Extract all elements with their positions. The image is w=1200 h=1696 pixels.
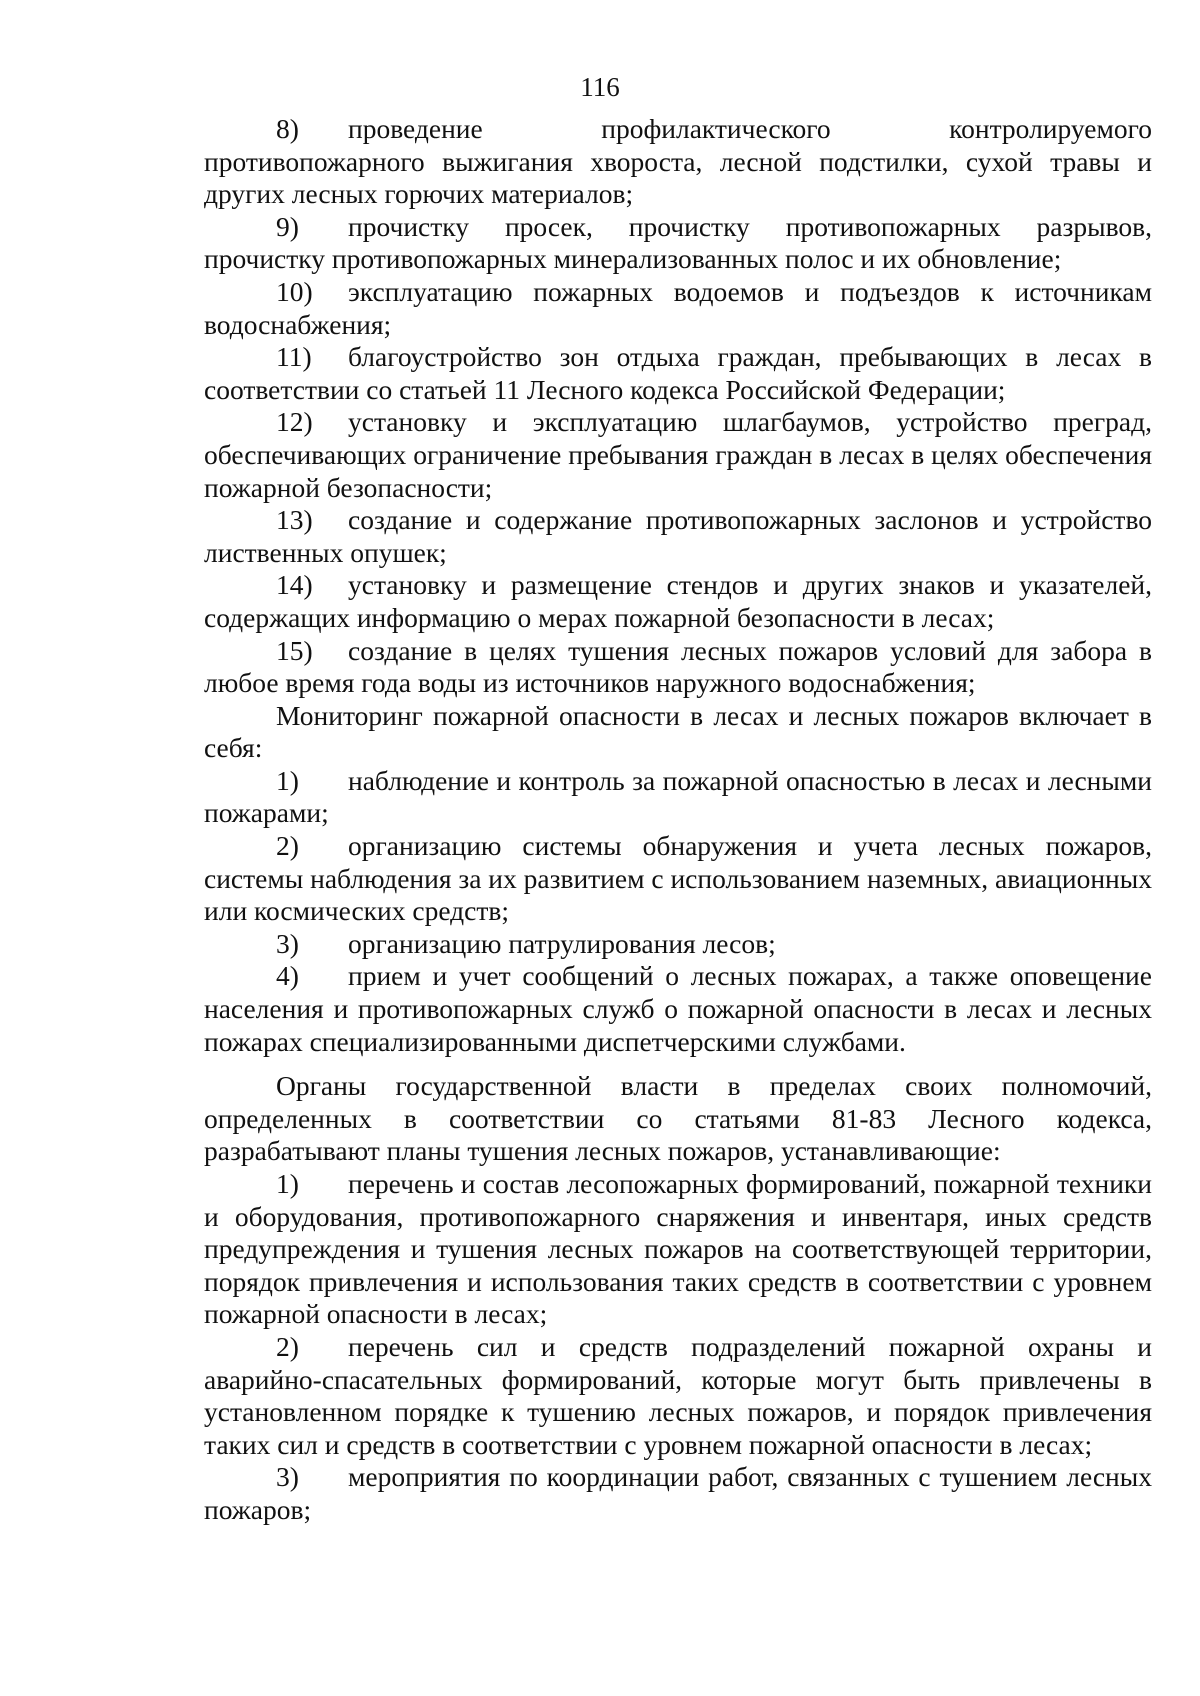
list-item	[204, 276, 1152, 341]
item-text: создание в целях тушения лесных пожаров условий для забора в любое время года воды из источников наружного водоснабжения;	[204, 634, 1152, 699]
item-text: организацию системы обнаружения и учета лесных пожаров, системы наблюдения за их развитием с использованием наземных, авиационных или космических средств;	[204, 830, 1152, 927]
item-number: 11)	[276, 341, 312, 373]
item-number: 4)	[276, 960, 299, 992]
list-item	[204, 1331, 1152, 1461]
item-text: прочистку просек, прочистку противопожарных разрывов, прочистку противопожарных минерализованных полос и их обновление;	[204, 210, 1152, 275]
item-text: установку и эксплуатацию шлагбаумов, устройство преград, обеспечивающих ограничение пребывания граждан в лесах в целях обеспечения пожарной безопасности;	[204, 406, 1152, 503]
list-item	[204, 1461, 1152, 1526]
body-text	[204, 113, 1152, 1527]
item-number: 12)	[276, 406, 313, 438]
item-text: создание и содержание противопожарных заслонов и устройство лиственных опушек;	[204, 504, 1152, 568]
item-text: установку и размещение стендов и других знаков и указателей, содержащих информацию о мерах пожарной безопасности в лесах;	[204, 569, 1152, 633]
paragraph-text: Органы государственной власти в пределах своих полномочий, определенных в соответствии со статьями 81-83 Лесного кодекса, разрабатывают планы тушения лесных пожаров, устанавливающие:	[204, 1070, 1152, 1167]
list-item	[204, 1168, 1152, 1331]
paragraph	[204, 1070, 1152, 1168]
item-number: 8)	[276, 113, 299, 144]
item-text: организацию патрулирования лесов;	[348, 927, 776, 959]
list-item	[204, 765, 1152, 830]
item-number: 1)	[276, 1168, 299, 1199]
item-number: 3)	[276, 1461, 299, 1493]
item-number: 2)	[276, 1330, 299, 1362]
paragraph-text: Мониторинг пожарной опасности в лесах и лесных пожаров включает в себя:	[204, 699, 1152, 764]
item-number: 13)	[276, 504, 313, 536]
item-text: эксплуатацию пожарных водоемов и подъездов к источникам водоснабжения;	[204, 275, 1152, 340]
item-number: 10)	[276, 275, 313, 307]
list-item	[204, 113, 1152, 211]
list-item	[204, 830, 1152, 928]
list-item	[204, 569, 1152, 634]
item-number: 2)	[276, 830, 299, 862]
item-text: перечень и состав лесопожарных формирований, пожарной техники и оборудования, противопожарного снаряжения и инвентаря, иных средств предупреждения и тушения лесных пожаров на соответствующей территории, порядок привлечения и использования таких средств в соответствии с уровнем пожарной опасности в лесах;	[204, 1168, 1152, 1330]
list-item	[204, 211, 1152, 276]
list-item	[204, 635, 1152, 700]
item-number: 1)	[276, 764, 299, 796]
paragraph-gap	[204, 1058, 1152, 1070]
item-text: перечень сил и средств подразделений пожарной охраны и аварийно-спасательных формирований, которые могут быть привлечены в установленном порядке к тушению лесных пожаров, и порядок привлечения таких сил и средств в соответствии с уровнем пожарной опасности в лесах;	[204, 1330, 1152, 1460]
list-item	[204, 406, 1152, 504]
item-number: 14)	[276, 569, 313, 601]
item-text: наблюдение и контроль за пожарной опасностью в лесах и лесными пожарами;	[204, 764, 1152, 829]
item-text: благоустройство зон отдыха граждан, пребывающих в лесах в соответствии со статьей 11 Лесного кодекса Российской Федерации;	[204, 341, 1152, 405]
list-item	[204, 928, 1152, 961]
item-number: 15)	[276, 634, 313, 666]
item-text: проведение профилактического контролируемого противопожарного выжигания хвороста, лесной подстилки, сухой травы и других лесных горючих материалов;	[204, 113, 1152, 210]
item-number: 3)	[276, 927, 299, 959]
paragraph	[204, 700, 1152, 765]
page-number: 116	[580, 72, 620, 102]
list-item	[204, 960, 1152, 1058]
item-text: прием и учет сообщений о лесных пожарах, а также оповещение населения и противопожарных служб о пожарной опасности в лесах и лесных пожарах специализированными диспетчерскими службами.	[204, 960, 1152, 1057]
item-text: мероприятия по координации работ, связанных с тушением лесных пожаров;	[204, 1461, 1152, 1525]
list-item	[204, 341, 1152, 406]
list-item	[204, 504, 1152, 569]
item-number: 9)	[276, 210, 299, 242]
